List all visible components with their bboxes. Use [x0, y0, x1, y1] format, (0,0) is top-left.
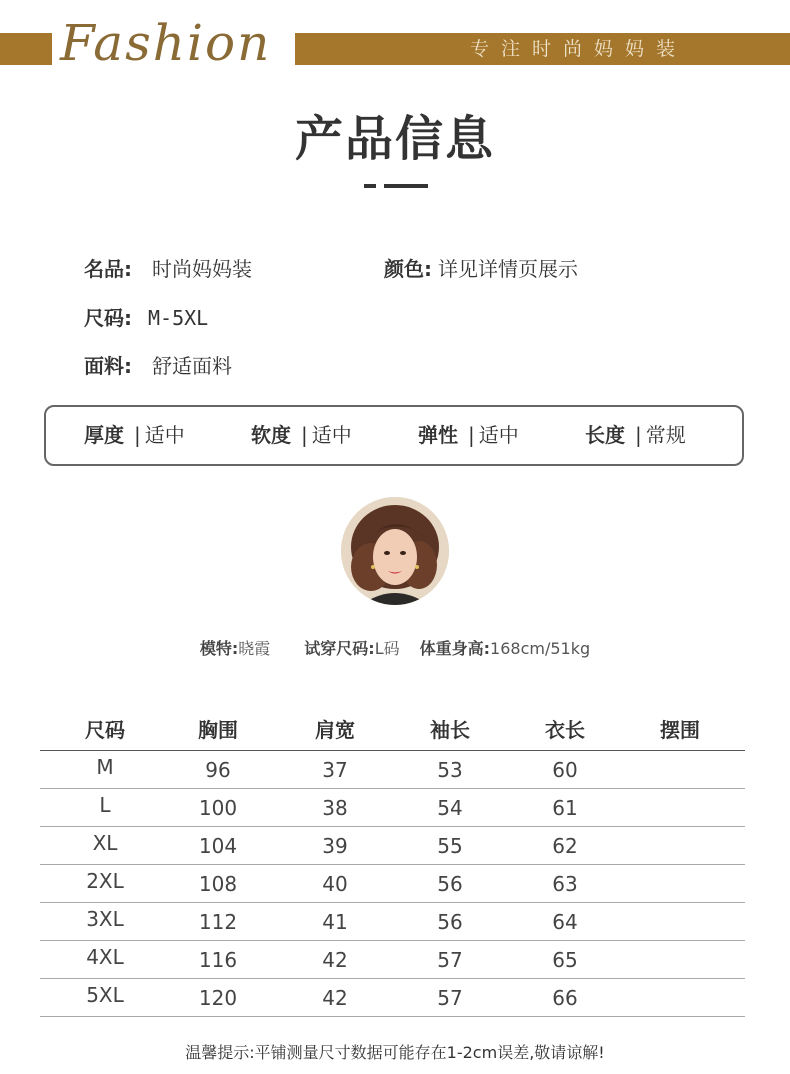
- table-cell-size: 4XL: [86, 945, 124, 969]
- header-banner: [0, 0, 790, 80]
- brand-logo: Fashion: [60, 14, 272, 72]
- table-cell: 53: [437, 758, 463, 782]
- property-separator: |: [301, 423, 308, 447]
- table-cell-size: 3XL: [86, 907, 124, 931]
- property-separator: |: [468, 423, 475, 447]
- property-label: 长度: [585, 423, 625, 447]
- properties-box: [44, 405, 744, 466]
- table-cell: 37: [322, 758, 348, 782]
- table-cell: 66: [552, 986, 578, 1010]
- table-cell-size: XL: [92, 831, 118, 855]
- table-cell-size: M: [96, 755, 114, 779]
- info-product-name: [84, 253, 252, 282]
- table-cell: 61: [552, 796, 578, 820]
- banner-slogan: 专注时尚妈妈装: [470, 38, 688, 60]
- table-cell: 100: [198, 796, 238, 820]
- info-color-label: 颜色:: [384, 257, 432, 281]
- property-thickness: [84, 407, 185, 464]
- table-header-cell: 尺码: [85, 718, 125, 742]
- table-cell: 96: [205, 758, 231, 782]
- model-name-value: 晓霞: [238, 639, 271, 658]
- table-header-cell: 摆围: [660, 718, 700, 742]
- info-name-value: 时尚妈妈装: [152, 257, 252, 281]
- table-cell: 65: [552, 948, 578, 972]
- property-softness: [251, 407, 352, 464]
- table-cell: 40: [322, 872, 348, 896]
- info-fabric-value: 舒适面料: [152, 354, 232, 378]
- table-cell: 104: [198, 834, 238, 858]
- measurement-note: 温馨提示:平铺测量尺寸数据可能存在1-2cm误差,敬请谅解!: [185, 1043, 605, 1062]
- table-cell: 64: [552, 910, 578, 934]
- model-body-label: 体重身高:: [419, 639, 491, 658]
- model-info: [0, 636, 790, 659]
- property-value: 常规: [645, 423, 686, 447]
- property-length: [585, 407, 686, 464]
- property-value: 适中: [311, 423, 352, 447]
- model-name-label: 模特:: [199, 639, 239, 658]
- table-row: [40, 789, 745, 827]
- table-cell: 39: [322, 834, 348, 858]
- table-cell: 57: [437, 948, 463, 972]
- table-cell: 112: [198, 910, 238, 934]
- table-row: [40, 827, 745, 865]
- banner-bar-left: [0, 33, 52, 65]
- table-cell: 62: [552, 834, 578, 858]
- info-size-label: 尺码:: [84, 306, 132, 330]
- table-header-cell: 袖长: [430, 718, 470, 742]
- info-fabric-label: 面料:: [84, 354, 132, 378]
- table-cell: 38: [322, 796, 348, 820]
- table-cell: 120: [198, 986, 238, 1010]
- info-size: [84, 302, 208, 331]
- property-value: 适中: [478, 423, 519, 447]
- model-trial-label: 试穿尺码:: [304, 639, 375, 658]
- table-header-row: [40, 712, 745, 751]
- property-value: 适中: [144, 423, 185, 447]
- table-cell-size: 2XL: [86, 869, 124, 893]
- property-label: 软度: [251, 423, 291, 447]
- title-divider-short: [364, 184, 376, 188]
- model-portrait-icon: [341, 497, 449, 605]
- table-header-cell: 胸围: [198, 718, 238, 742]
- table-header-cell: 肩宽: [315, 718, 355, 742]
- info-color-value: 详见详情页展示: [438, 257, 578, 281]
- table-cell: 41: [322, 910, 348, 934]
- table-cell: 116: [198, 948, 238, 972]
- table-header-cell: 衣长: [545, 718, 585, 742]
- table-cell: 42: [322, 986, 348, 1010]
- model-body-value: 168cm/51kg: [490, 639, 591, 658]
- property-elasticity: [418, 407, 519, 464]
- table-row: [40, 865, 745, 903]
- info-fabric: [84, 350, 232, 379]
- table-cell: 54: [437, 796, 463, 820]
- table-row: [40, 941, 745, 979]
- table-cell: 56: [437, 910, 463, 934]
- property-separator: |: [134, 423, 141, 447]
- table-cell-size: 5XL: [86, 983, 124, 1007]
- table-row: [40, 751, 745, 789]
- property-label: 弹性: [418, 423, 458, 447]
- model-trial-value: L码: [374, 639, 400, 658]
- table-cell: 56: [437, 872, 463, 896]
- table-cell: 42: [322, 948, 348, 972]
- table-cell-size: L: [99, 793, 111, 817]
- table-cell: 55: [437, 834, 463, 858]
- property-separator: |: [635, 423, 642, 447]
- info-size-value: M-5XL: [148, 306, 209, 330]
- table-cell: 57: [437, 986, 463, 1010]
- table-cell: 108: [198, 872, 238, 896]
- table-cell: 60: [552, 758, 578, 782]
- model-avatar: [341, 497, 449, 605]
- size-table: [40, 712, 745, 1017]
- table-row: [40, 979, 745, 1017]
- property-label: 厚度: [84, 423, 124, 447]
- table-row: [40, 903, 745, 941]
- page-title: 产品信息: [294, 111, 495, 167]
- info-name-label: 名品:: [84, 257, 132, 281]
- info-color: [384, 253, 578, 282]
- title-divider-long: [384, 184, 428, 188]
- table-cell: 63: [552, 872, 578, 896]
